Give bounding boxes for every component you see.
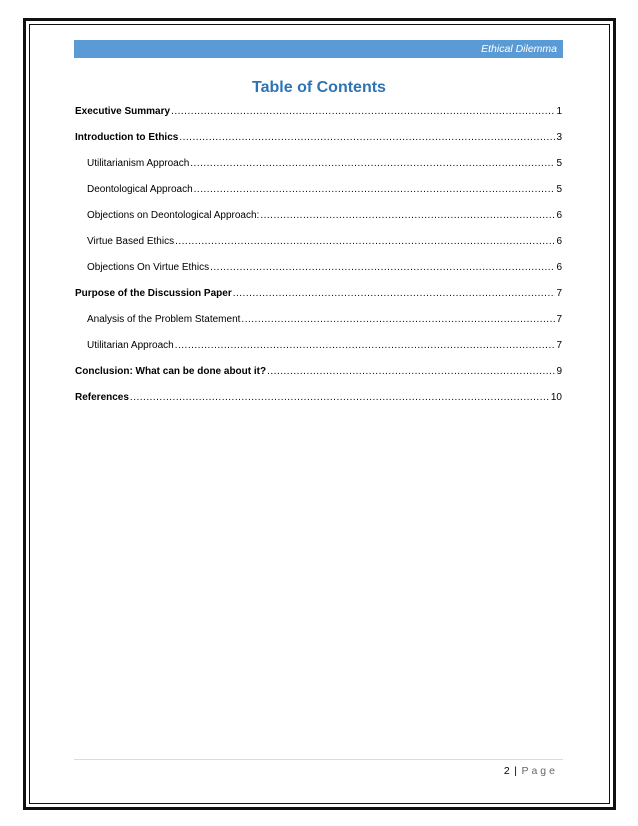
toc-entry-label: Purpose of the Discussion Paper bbox=[75, 288, 232, 299]
toc-entry-analysis-of-the-problem-statement[interactable] bbox=[87, 312, 562, 328]
toc-leader-dots bbox=[130, 390, 550, 406]
footer-page-num: 2 bbox=[503, 765, 511, 777]
toc-leader-dots bbox=[194, 182, 556, 198]
toc-entry-page: 7 bbox=[556, 314, 562, 325]
toc-leader-dots bbox=[175, 338, 556, 354]
toc-entry-utilitarian-approach[interactable] bbox=[87, 338, 562, 354]
toc-entry-deontological-approach[interactable] bbox=[87, 182, 562, 198]
footer-page-number bbox=[504, 764, 558, 778]
toc-leader-dots bbox=[171, 104, 555, 120]
toc-entry-label: Analysis of the Problem Statement bbox=[87, 314, 241, 325]
toc-entry-page: 9 bbox=[556, 366, 562, 377]
toc-entry-page: 6 bbox=[556, 262, 562, 273]
toc-entry-label: Objections on Deontological Approach: bbox=[87, 210, 260, 221]
toc-entry-page: 3 bbox=[556, 132, 562, 143]
running-title: Ethical Dilemma bbox=[481, 43, 557, 55]
toc-entry-label: Utilitarian Approach bbox=[87, 340, 174, 351]
toc-entry-label: References bbox=[75, 392, 129, 403]
toc-entry-virtue-based-ethics[interactable] bbox=[87, 234, 562, 250]
toc-leader-dots bbox=[210, 260, 555, 276]
toc-entry-objections-on-virtue-ethics[interactable] bbox=[87, 260, 562, 276]
toc-entry-label: Utilitarianism Approach bbox=[87, 158, 190, 169]
toc-entry-objections-on-deontological-approach[interactable] bbox=[87, 208, 562, 224]
toc-entry-conclusion[interactable] bbox=[75, 364, 562, 380]
toc-entry-label: Executive Summary bbox=[75, 106, 171, 117]
toc-entry-page: 6 bbox=[556, 210, 562, 221]
toc-entry-executive-summary[interactable] bbox=[75, 104, 562, 120]
toc-leader-dots bbox=[233, 286, 556, 302]
toc-entry-label: Deontological Approach bbox=[87, 184, 193, 195]
footer-separator: | bbox=[514, 765, 518, 777]
toc-leader-dots bbox=[267, 364, 555, 380]
toc-leader-dots bbox=[260, 208, 555, 224]
header-bar bbox=[74, 40, 563, 58]
footer-page-word: Page bbox=[521, 765, 558, 777]
toc-leader-dots bbox=[175, 234, 555, 250]
toc-entry-page: 7 bbox=[556, 340, 562, 351]
toc-entry-label: Virtue Based Ethics bbox=[87, 236, 175, 247]
toc-entry-label: Objections On Virtue Ethics bbox=[87, 262, 210, 273]
toc-entry-page: 10 bbox=[550, 392, 562, 403]
toc-entry-utilitarianism-approach[interactable] bbox=[87, 156, 562, 172]
toc-entry-page: 5 bbox=[556, 184, 562, 195]
toc-leader-dots bbox=[190, 156, 555, 172]
toc-leader-dots bbox=[179, 130, 555, 146]
toc-entry-introduction-to-ethics[interactable] bbox=[75, 130, 562, 146]
toc-entry-references[interactable] bbox=[75, 390, 562, 406]
toc-entry-page: 6 bbox=[556, 236, 562, 247]
toc-entry-page: 1 bbox=[556, 106, 562, 117]
toc-title: Table of Contents bbox=[252, 79, 386, 96]
toc-entry-page: 5 bbox=[556, 158, 562, 169]
toc-leader-dots bbox=[241, 312, 555, 328]
footer-divider bbox=[74, 759, 563, 760]
toc-entry-label: Introduction to Ethics bbox=[75, 132, 179, 143]
toc-entry-label: Conclusion: What can be done about it? bbox=[75, 366, 267, 377]
toc-entry-page: 7 bbox=[556, 288, 562, 299]
toc-entry-purpose-of-the-discussion-paper[interactable] bbox=[75, 286, 562, 302]
